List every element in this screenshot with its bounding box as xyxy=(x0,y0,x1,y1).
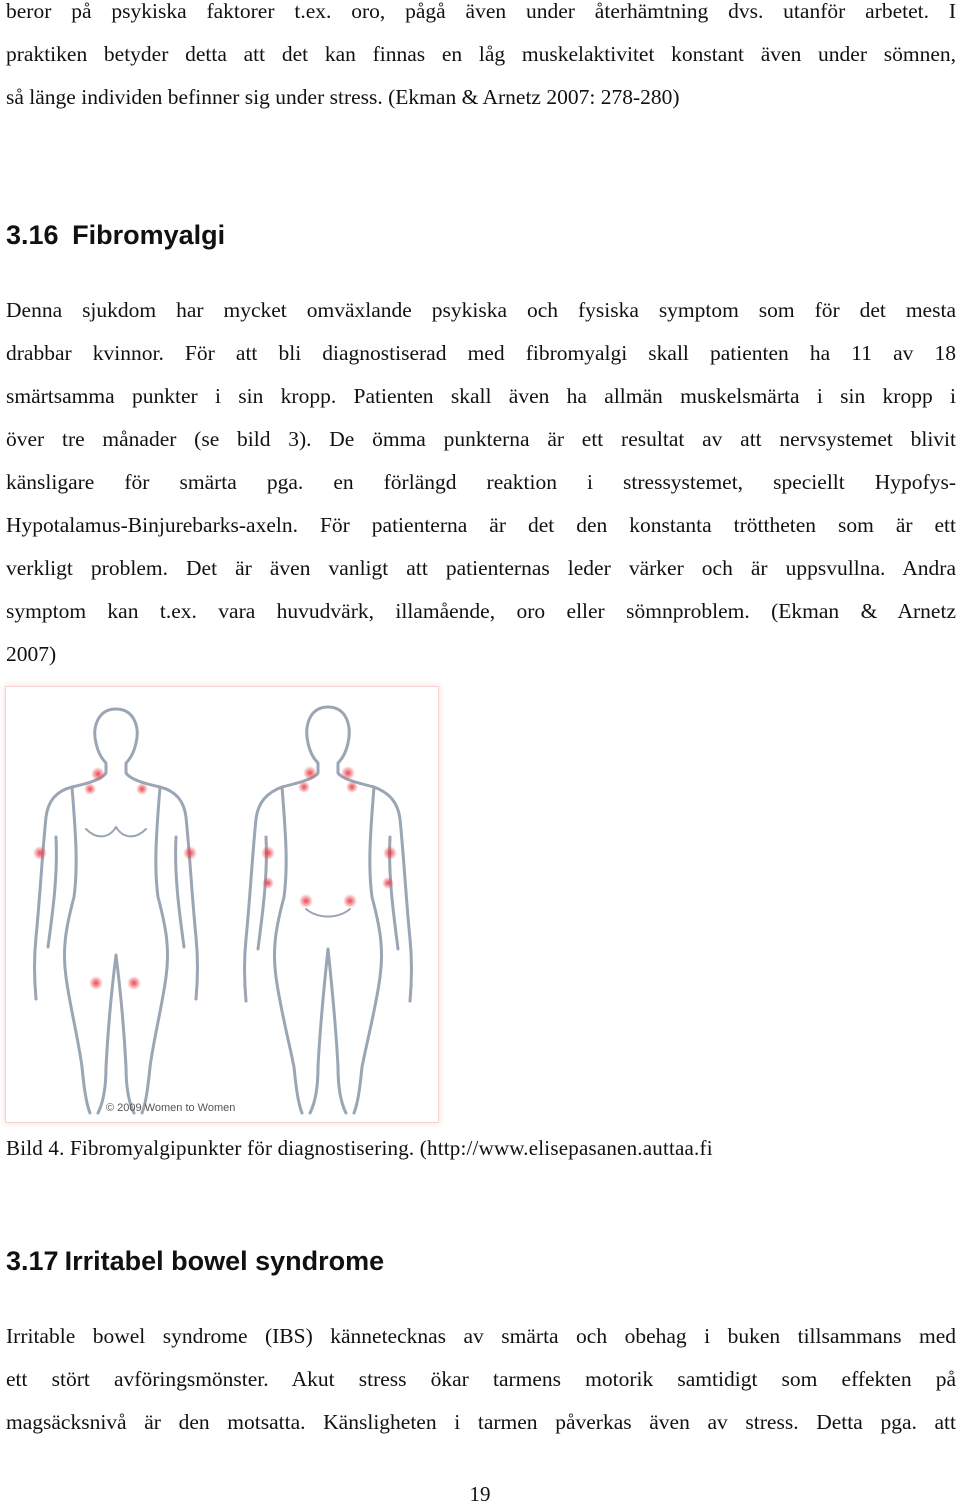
paragraph-line: Hypotalamus-Binjurebarks-axeln. För patienterna är det den konstanta tröttheten som är ett xyxy=(6,513,956,537)
front-body-outline xyxy=(35,709,198,1113)
paragraph-line: över tre månader (se bild 3). De ömma punkterna är ett resultat av att nervsystemet blivit xyxy=(6,427,956,451)
body-outline-illustration xyxy=(6,687,438,1122)
fibromyalgia-figure xyxy=(6,687,438,1122)
fibromyalgi-paragraph xyxy=(6,289,956,676)
paragraph-line: verkligt problem. Det är även vanligt att patienternas leder värker och är uppsvullna. Andra xyxy=(6,556,956,580)
back-body-outline xyxy=(245,707,412,1113)
tender-point xyxy=(343,894,357,908)
tender-point xyxy=(341,766,355,780)
section-heading-3-17 xyxy=(6,1246,384,1277)
paragraph-line: Denna sjukdom har mycket omväxlande psykiska och fysiska symptom som för det mesta xyxy=(6,298,956,322)
tender-point xyxy=(298,781,310,793)
tender-point xyxy=(136,783,148,795)
intro-line: praktiken betyder detta att det kan finnas en låg muskelaktivitet konstant även under sömnen, xyxy=(6,42,956,66)
figure-copyright: © 2009 Women to Women xyxy=(106,1102,236,1114)
paragraph-line: magsäcksnivå är den motsatta. Känsligheten i tarmen påverkas även av stress. Detta pga. att xyxy=(6,1410,956,1434)
tender-point xyxy=(84,783,96,795)
tender-point xyxy=(183,846,197,860)
paragraph-line: symptom kan t.ex. vara huvudvärk, illamående, oro eller sömnproblem. (Ekman & Arnetz xyxy=(6,599,956,623)
figure-caption: Bild 4. Fibromyalgipunkter för diagnostisering. (http://www.elisepasanen.auttaa.fi xyxy=(6,1136,713,1160)
page-number: 19 xyxy=(469,1482,491,1506)
tender-point xyxy=(89,976,103,990)
paragraph-line: ett stört avföringsmönster. Akut stress ökar tarmens motorik samtidigt som effekten på xyxy=(6,1367,956,1391)
paragraph-line: 2007) xyxy=(6,642,57,666)
paragraph-line: känsligare för smärta pga. en förlängd reaktion i stressystemet, speciellt Hypofys- xyxy=(6,470,956,494)
section-number: 3.17 xyxy=(6,1246,59,1276)
intro-line: beror på psykiska faktorer t.ex. oro, pågå även under återhämtning dvs. utanför arbetet. I xyxy=(6,0,956,23)
tender-point xyxy=(261,846,275,860)
tender-point xyxy=(33,846,47,860)
tender-point xyxy=(262,877,274,889)
intro-line: så länge individen befinner sig under stress. (Ekman & Arnetz 2007: 278-280) xyxy=(6,85,680,109)
tender-point xyxy=(382,877,394,889)
paragraph-line: drabbar kvinnor. För att bli diagnostiserad med fibromyalgi skall patienten ha 11 av 18 xyxy=(6,341,956,365)
paragraph-line: smärtsamma punkter i sin kropp. Patienten skall även ha allmän muskelsmärta i sin kropp i xyxy=(6,384,956,408)
tender-point xyxy=(299,894,313,908)
section-heading-3-16 xyxy=(6,220,225,251)
paragraph-line: Irritable bowel syndrome (IBS) kännetecknas av smärta och obehag i buken tillsammans med xyxy=(6,1324,956,1348)
section-title: Irritabel bowel syndrome xyxy=(64,1246,385,1276)
tender-point xyxy=(303,766,317,780)
tender-point xyxy=(346,781,358,793)
tender-point xyxy=(91,767,105,781)
intro-paragraph xyxy=(6,0,956,119)
section-number: 3.16 xyxy=(6,220,59,250)
tender-point xyxy=(127,976,141,990)
ibs-paragraph xyxy=(6,1315,956,1444)
tender-point xyxy=(383,846,397,860)
section-title: Fibromyalgi xyxy=(72,220,226,250)
